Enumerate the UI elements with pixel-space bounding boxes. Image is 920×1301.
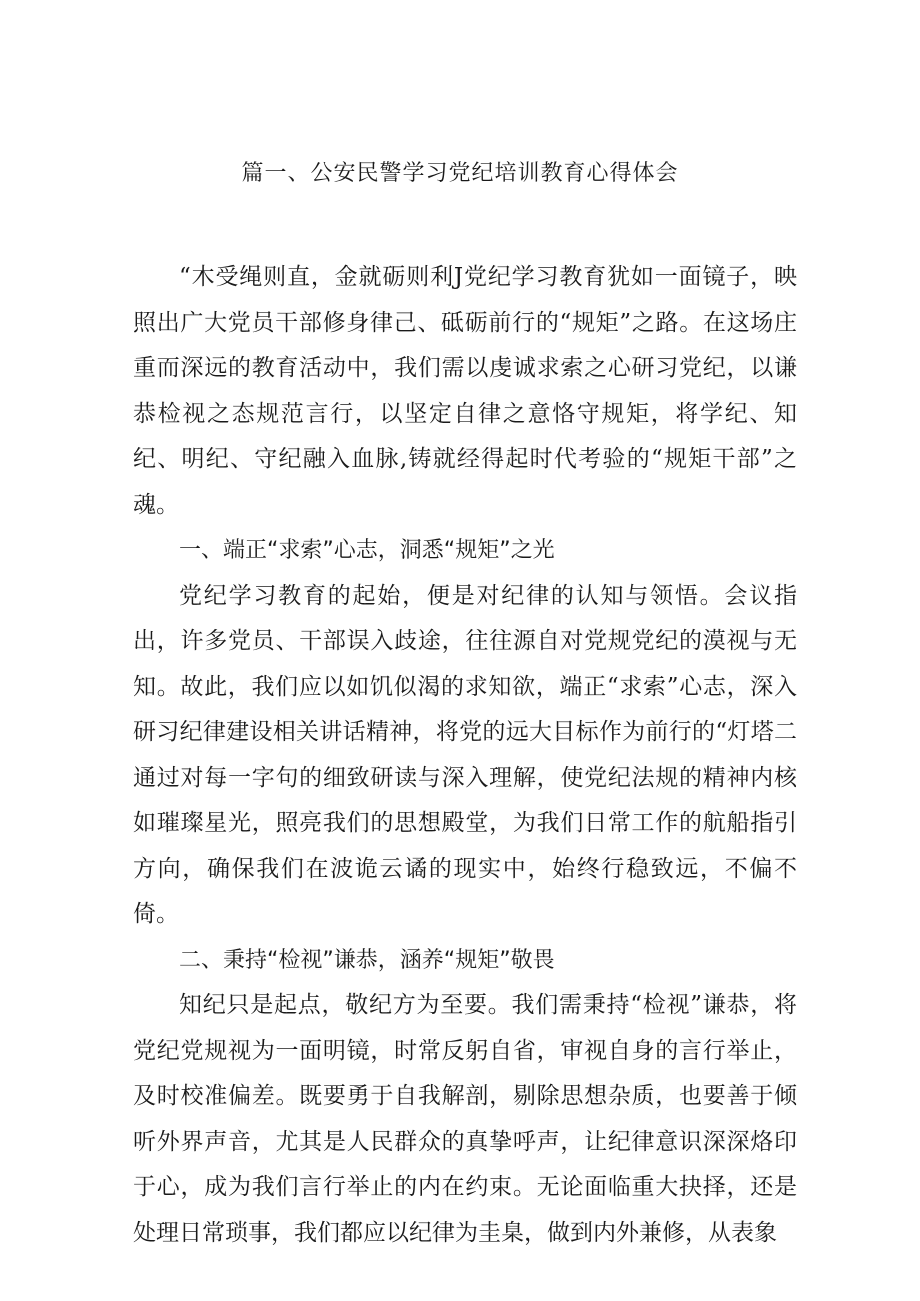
section-2-paragraph: 知纪只是起点，敬纪方为至要。我们需秉持“检视”谦恭，将党纪党规视为一面明镜，时常反躬自省，审视自身的言行举止，及时校准偏差。既要勇于自我解剖，剔除思想杂质，也要善于倾听外界声音，尤其是人民群众的真挚呼声，让纪律意识深深烙印于心，成为我们言行举止的内在约束。无论面临重大抉择，还是处理日常琐事，我们都应以纪律为圭臬，做到内外兼修，从表象: [133, 992, 797, 1246]
document-title: 篇一、公安民警学习党纪培训教育心得体会: [241, 161, 679, 186]
intro-paragraph: “木受绳则直，金就砺则利J党纪学习教育犹如一面镜子，映照出广大党员干部修身律己、砥砺前行的“规矩”之路。在这场庄重而深远的教育活动中，我们需以虔诚求索之心研习党纪，以谦恭检视之态规范言行，以坚定自律之意恪守规矩，将学纪、知纪、明纪、守纪融入血脉,铸就经得起时代考验的“规矩干部”之魂。: [133, 264, 797, 518]
document-body: [133, 255, 797, 1256]
section-1-paragraph: 党纪学习教育的起始，便是对纪律的认知与领悟。会议指出，许多党员、干部误入歧途，往往源自对党规党纪的漠视与无知。故此，我们应以如饥似渴的求知欲，端正“求索”心志，深入研习纪律建设相关讲话精神，将党的远大目标作为前行的“灯塔二通过对每一字句的细致研读与深入理解，使党纪法规的精神内核如璀璨星光，照亮我们的思想殿堂，为我们日常工作的航船指引方向，确保我们在波诡云谲的现实中，始终行稳致远，不偏不倚。: [133, 582, 797, 927]
section-1-heading: 一、端正“求索”心志，洞悉“规矩”之光: [179, 538, 555, 563]
section-2-heading: 二、秉持“检视”谦恭，涵养“规矩”敬畏: [179, 947, 555, 973]
